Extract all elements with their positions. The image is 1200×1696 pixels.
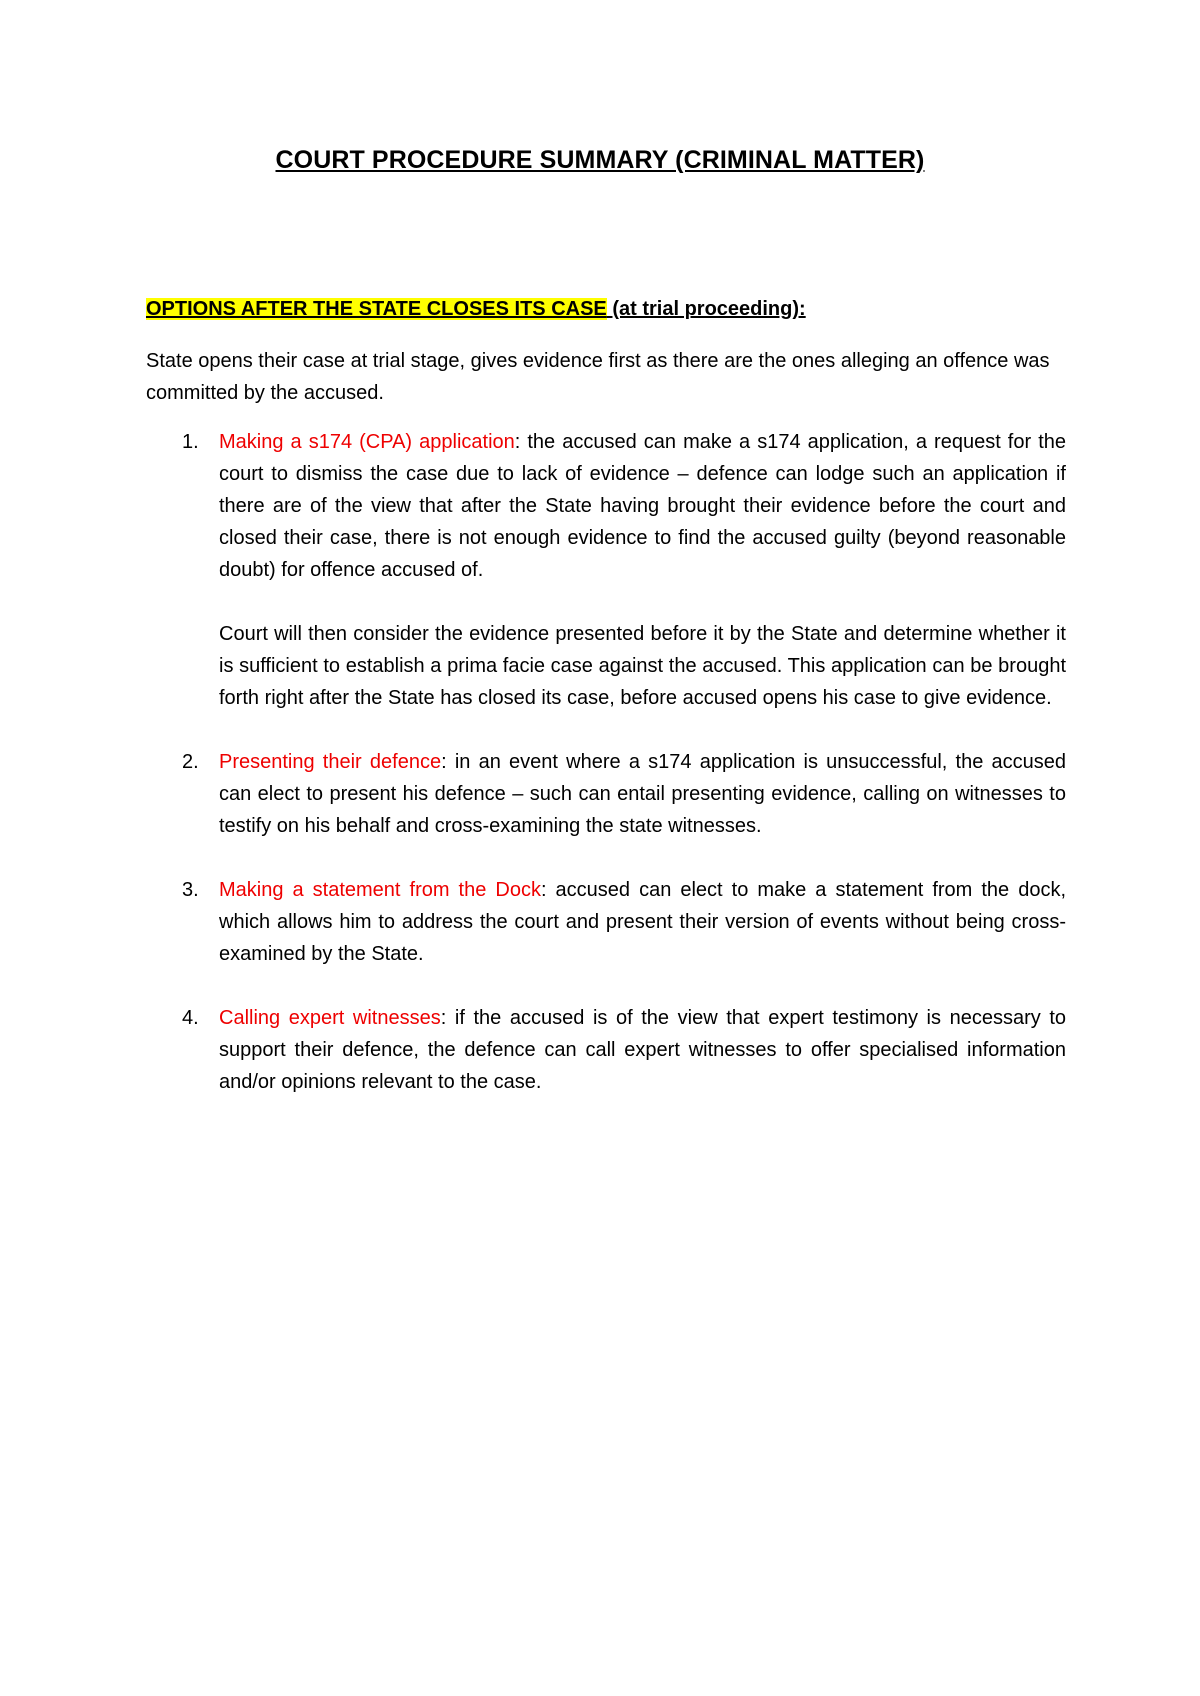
list-item [146,1002,1066,1098]
list-item-title: Calling expert witnesses [219,1007,441,1029]
list-item-number: 4. [182,1007,199,1029]
list-item-title: Presenting their defence [219,751,442,773]
list-item-body [219,746,1066,842]
list-item-body [219,1002,1066,1098]
options-list [146,426,1066,1130]
list-item [146,746,1066,842]
section-heading-highlighted: OPTIONS AFTER THE STATE CLOSES ITS CASE [146,298,607,320]
list-item-text: : the accused can make a s174 application, a request for the court to dismiss the case due to lack of evidence – defence can lodge such an application if there are of the view that after the State having brought their evidence before the court and closed their case, there is not enough evidence to find the accused guilty (beyond reasonable doubt) for offence accused of. [219,431,1066,581]
list-item-number: 3. [182,879,199,901]
list-item-title: Making a s174 (CPA) application [219,431,515,453]
list-item-extra: Court will then consider the evidence presented before it by the State and determine whether it is sufficient to establish a prima facie case against the accused. This application can be brought forth right after the State has closed its case, before accused opens his case to give evidence. [219,623,1066,709]
section-heading-rest: (at trial proceeding): [606,298,806,320]
list-item-text: : if the accused is of the view that expert testimony is necessary to support their defence, the defence can call expert witnesses to offer specialised information and/or opinions relevant to the case. [219,1007,1066,1093]
list-item-text: : in an event where a s174 application is unsuccessful, the accused can elect to present his defence – such can entail presenting evidence, calling on witnesses to testify on his behalf and cross-examining the state witnesses. [219,751,1067,837]
list-item-title: Making a statement from the Dock [219,879,541,901]
section-intro: State opens their case at trial stage, gives evidence first as there are the ones alleging an offence was committed by the accused. [146,350,1050,404]
list-item-text: : accused can elect to make a statement from the dock, which allows him to address the court and present their version of events without being cross-examined by the State. [219,879,1066,965]
list-item-body [219,426,1066,586]
list-item-body [219,874,1066,970]
section-heading [146,298,806,321]
list-item-number: 2. [182,751,199,773]
list-item [146,874,1066,970]
list-item [146,426,1066,714]
document-title: COURT PROCEDURE SUMMARY (CRIMINAL MATTER) [275,146,925,174]
list-item-number: 1. [182,431,199,453]
